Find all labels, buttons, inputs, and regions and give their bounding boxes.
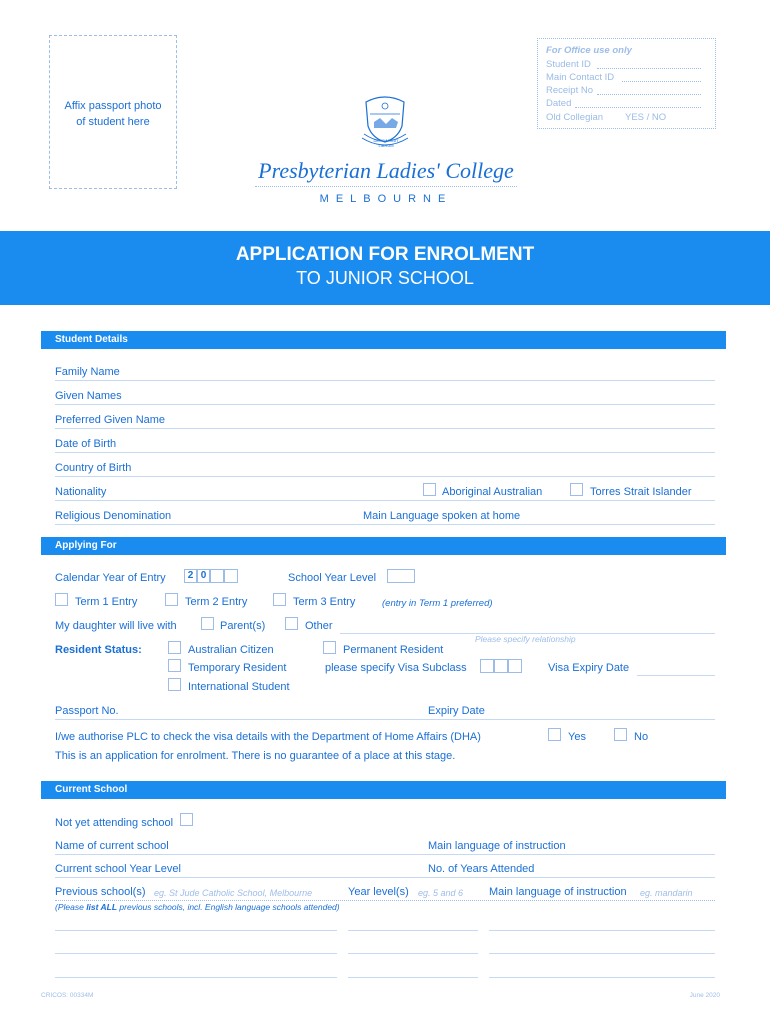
torres-label: Torres Strait Islander bbox=[590, 486, 692, 498]
international-student-checkbox[interactable] bbox=[168, 678, 181, 691]
office-old-collegian-value: YES / NO bbox=[625, 112, 667, 123]
authorise-text: I/we authorise PLC to check the visa details with the Department of Home Affairs (DHA) bbox=[55, 731, 481, 743]
previous-school-row-1[interactable] bbox=[55, 930, 337, 931]
preferred-name-field[interactable] bbox=[55, 428, 715, 429]
office-field-dated: Dated bbox=[546, 98, 572, 109]
expiry-date-label: Expiry Date bbox=[428, 705, 485, 717]
photo-box-line1: Affix passport photo bbox=[64, 100, 162, 112]
other-checkbox[interactable] bbox=[285, 617, 298, 630]
international-student-label: International Student bbox=[188, 681, 290, 693]
parents-label: Parent(s) bbox=[220, 620, 266, 632]
dob-field[interactable] bbox=[55, 452, 715, 453]
previous-schools-line bbox=[55, 900, 715, 901]
authorise-yes-label: Yes bbox=[568, 731, 586, 743]
office-field-student-id: Student ID bbox=[546, 59, 591, 70]
previous-lang-row-2[interactable] bbox=[489, 953, 715, 954]
crest-motto: DEUS MUNIT LIBRUM bbox=[373, 138, 399, 148]
resident-status-label: Resident Status: bbox=[55, 644, 142, 656]
office-old-collegian: Old Collegian bbox=[546, 112, 604, 123]
visa-subclass-box-3[interactable] bbox=[508, 659, 522, 673]
office-line bbox=[575, 107, 701, 108]
previous-lang-row-1[interactable] bbox=[489, 930, 715, 931]
main-lang-hint: eg. mandarin bbox=[640, 888, 693, 898]
visa-subclass-box-1[interactable] bbox=[480, 659, 494, 673]
note-prefix: (Please bbox=[55, 902, 87, 912]
office-line bbox=[597, 94, 701, 95]
main-language-label: Main Language spoken at home bbox=[363, 510, 521, 522]
current-school-name-field[interactable] bbox=[55, 854, 715, 855]
term1-label: Term 1 Entry bbox=[75, 596, 138, 608]
relationship-hint: Please specify relationship bbox=[475, 634, 576, 644]
religious-field[interactable] bbox=[55, 524, 715, 525]
temporary-resident-checkbox[interactable] bbox=[168, 659, 181, 672]
authorise-no-checkbox[interactable] bbox=[614, 728, 627, 741]
religious-label: Religious Denomination bbox=[55, 510, 172, 522]
school-year-level-label: School Year Level bbox=[288, 572, 377, 584]
year-digit-box-3[interactable] bbox=[210, 569, 224, 583]
temporary-resident-label: Temporary Resident bbox=[188, 662, 287, 674]
not-attending-checkbox[interactable] bbox=[180, 813, 193, 826]
office-use-title: For Office use only bbox=[546, 45, 632, 56]
given-names-label: Given Names bbox=[55, 390, 122, 402]
previous-lang-row-3[interactable] bbox=[489, 977, 715, 978]
previous-schools-note bbox=[55, 902, 340, 912]
photo-box bbox=[49, 35, 177, 189]
term3-checkbox[interactable] bbox=[273, 593, 286, 606]
citizen-label: Australian Citizen bbox=[188, 644, 274, 656]
dob-label: Date of Birth bbox=[55, 438, 117, 450]
college-name: Presbyterian Ladies' College bbox=[258, 158, 514, 183]
footer-cricos: CRICOS: 00334M bbox=[41, 992, 94, 999]
family-name-field[interactable] bbox=[55, 380, 715, 381]
term2-checkbox[interactable] bbox=[165, 593, 178, 606]
preferred-name-label: Preferred Given Name bbox=[55, 414, 166, 426]
live-with-label: My daughter will live with bbox=[55, 620, 177, 632]
office-field-main-contact: Main Contact ID bbox=[546, 72, 615, 83]
title-line1: APPLICATION FOR ENROLMENT bbox=[235, 244, 535, 265]
previous-year-row-3[interactable] bbox=[348, 977, 478, 978]
aboriginal-checkbox[interactable] bbox=[423, 483, 436, 496]
previous-schools-hint: eg. St Jude Catholic School, Melbourne bbox=[154, 888, 313, 898]
term2-label: Term 2 Entry bbox=[185, 596, 248, 608]
previous-school-row-3[interactable] bbox=[55, 977, 337, 978]
visa-subclass-label: please specify Visa Subclass bbox=[325, 662, 467, 674]
parents-checkbox[interactable] bbox=[201, 617, 214, 630]
photo-box-line2: of student here bbox=[76, 116, 150, 128]
nationality-label: Nationality bbox=[55, 486, 107, 498]
section-current-school: Current School bbox=[41, 781, 726, 799]
other-label: Other bbox=[305, 620, 333, 632]
passport-no-field[interactable] bbox=[55, 719, 715, 720]
not-attending-label: Not yet attending school bbox=[55, 817, 174, 829]
family-name-label: Family Name bbox=[55, 366, 120, 378]
country-of-birth-field[interactable] bbox=[55, 476, 715, 477]
previous-school-row-2[interactable] bbox=[55, 953, 337, 954]
title-line2: TO JUNIOR SCHOOL bbox=[296, 268, 474, 288]
permanent-resident-checkbox[interactable] bbox=[323, 641, 336, 654]
citizen-checkbox[interactable] bbox=[168, 641, 181, 654]
office-field-receipt: Receipt No bbox=[546, 85, 593, 96]
main-language-instruction-label: Main language of instruction bbox=[428, 840, 566, 852]
year-digit-box-2[interactable]: 0 bbox=[197, 569, 210, 583]
visa-expiry-field[interactable] bbox=[637, 675, 715, 676]
previous-year-row-2[interactable] bbox=[348, 953, 478, 954]
disclaimer-text: This is an application for enrolment. There is no guarantee of a place at this stage. bbox=[55, 750, 456, 762]
term1-checkbox[interactable] bbox=[55, 593, 68, 606]
country-of-birth-label: Country of Birth bbox=[55, 462, 132, 474]
main-lang-instruction-label-2: Main language of instruction bbox=[489, 886, 627, 898]
torres-checkbox[interactable] bbox=[570, 483, 583, 496]
note-suffix: previous schools, incl. English language schools attended) bbox=[117, 902, 340, 912]
school-year-level-box[interactable] bbox=[387, 569, 415, 583]
previous-year-row-1[interactable] bbox=[348, 930, 478, 931]
term3-label: Term 3 Entry bbox=[293, 596, 356, 608]
nationality-field[interactable] bbox=[55, 500, 715, 501]
years-attended-label: No. of Years Attended bbox=[428, 863, 535, 875]
permanent-resident-label: Permanent Resident bbox=[343, 644, 444, 656]
section-applying-for: Applying For bbox=[41, 537, 726, 555]
passport-no-label: Passport No. bbox=[55, 705, 119, 717]
visa-subclass-box-2[interactable] bbox=[494, 659, 508, 673]
college-name-underline bbox=[255, 186, 517, 187]
current-year-level-label: Current school Year Level bbox=[55, 863, 181, 875]
current-school-name-label: Name of current school bbox=[55, 840, 169, 852]
note-bold: list ALL bbox=[86, 902, 118, 912]
year-levels-hint: eg. 5 and 6 bbox=[418, 888, 464, 898]
office-line bbox=[622, 81, 701, 82]
visa-expiry-label: Visa Expiry Date bbox=[548, 662, 630, 674]
previous-schools-label: Previous school(s) bbox=[55, 886, 146, 898]
given-names-field[interactable] bbox=[55, 404, 715, 405]
college-city: MELBOURNE bbox=[319, 193, 453, 205]
term-note: (entry in Term 1 preferred) bbox=[382, 598, 493, 609]
authorise-no-label: No bbox=[634, 731, 649, 743]
current-year-level-field[interactable] bbox=[55, 877, 715, 878]
footer-date: June 2020 bbox=[689, 992, 720, 999]
aboriginal-label: Aboriginal Australian bbox=[442, 486, 543, 498]
year-digit-box-4[interactable] bbox=[224, 569, 238, 583]
office-line bbox=[597, 68, 701, 69]
year-levels-label: Year level(s) bbox=[348, 886, 409, 898]
authorise-yes-checkbox[interactable] bbox=[548, 728, 561, 741]
section-student-details: Student Details bbox=[41, 331, 726, 349]
year-digit-box-1[interactable]: 2 bbox=[184, 569, 197, 583]
calendar-year-label: Calendar Year of Entry bbox=[55, 572, 166, 584]
